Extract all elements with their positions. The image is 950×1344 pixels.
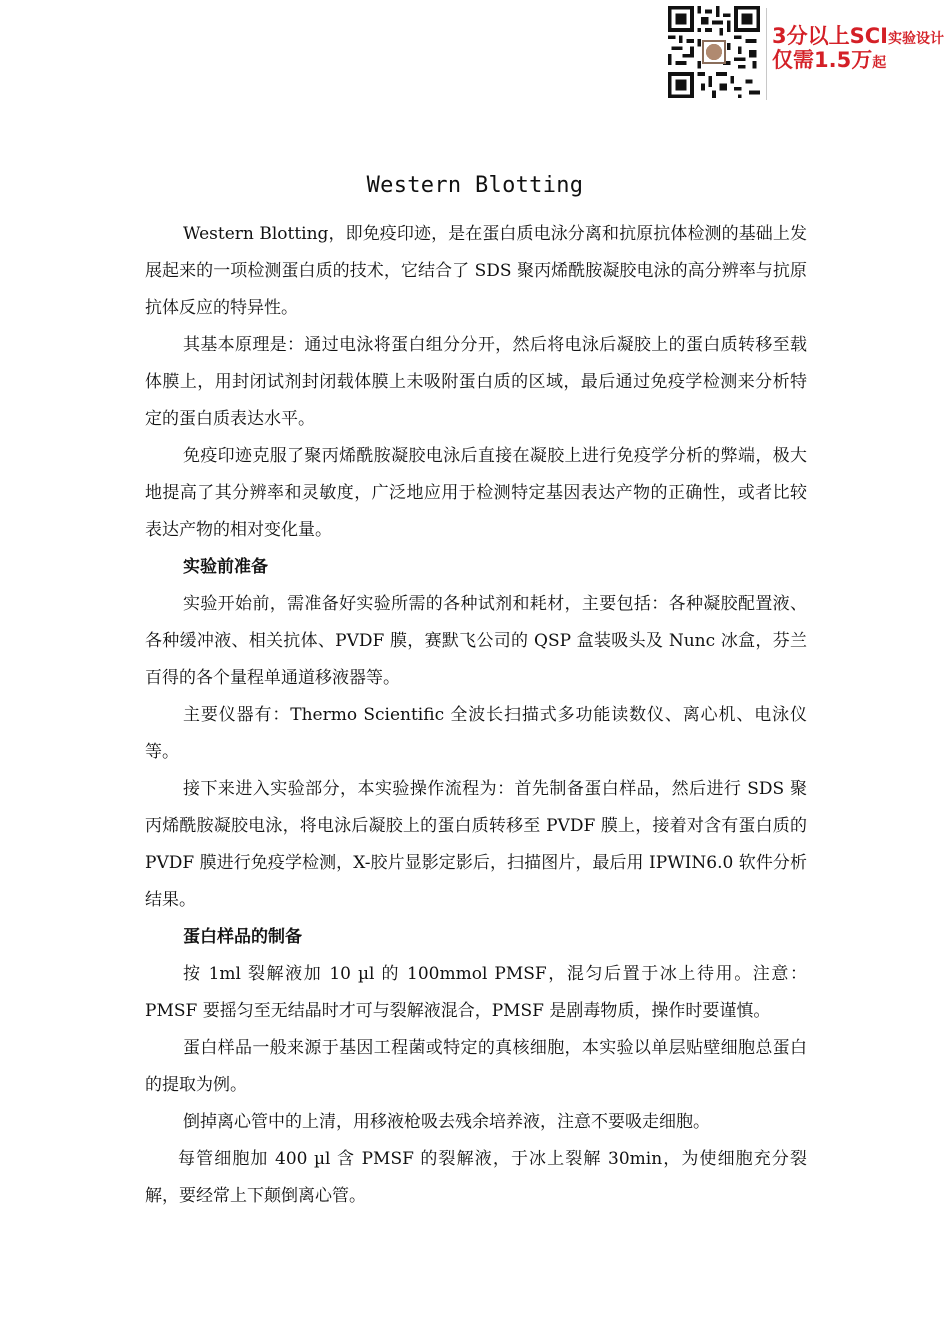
- paragraph-principle: 其基本原理是：通过电泳将蛋白组分分开，然后将电泳后凝胶上的蛋白质转移至载体膜上，用封闭试剂封闭载体膜上未吸附蛋白质的区域，最后通过免疫学检测来分析特定的蛋白质表达水平。: [145, 335, 807, 429]
- paragraph-intro: Western Blotting，即免疫印迹，是在蛋白质电泳分离和抗原抗体检测的基础上发展起来的一项检测蛋白质的技术，它结合了 SDS 聚丙烯酰胺凝胶电泳的高分辨率与抗原抗体反应的特异性。: [145, 224, 807, 318]
- promo-service-text: 实验设计: [887, 31, 944, 47]
- promo-price-text: 3分以上SCI: [772, 24, 888, 48]
- promo-line-2: [772, 48, 944, 72]
- paragraph-instruments: 主要仪器有：Thermo Scientific 全波长扫描式多功能读数仪、离心机、电泳仪等。: [145, 705, 807, 762]
- paragraph-remove-supernatant: 倒掉离心管中的上清，用移液枪吸去残余培养液，注意不要吸走细胞。: [183, 1112, 710, 1132]
- promo-cost-text: 仅需1.5万: [772, 48, 873, 73]
- paragraph-sample-source: 蛋白样品一般来源于基因工程菌或特定的真核细胞，本实验以单层贴壁细胞总蛋白的提取为例。: [145, 1038, 807, 1095]
- document-body: [145, 216, 807, 1215]
- section-heading-sample-prep: 蛋白样品的制备: [183, 927, 302, 947]
- paragraph-materials: 实验开始前，需准备好实验所需的各种试剂和耗材，主要包括：各种凝胶配置液、各种缓冲液、相关抗体、PVDF 膜，赛默飞公司的 QSP 盒装吸头及 Nunc 冰盒，芬兰百得的各个量程单通道移液器等。: [145, 594, 807, 688]
- promo-line-1: [772, 24, 944, 48]
- promo-divider: [766, 8, 767, 100]
- qr-code-icon: [668, 6, 760, 98]
- promo-banner: [772, 24, 944, 72]
- paragraph-lysis: 每管细胞加 400 µl 含 PMSF 的裂解液，于冰上裂解 30min，为使细胞充分裂解，要经常上下颠倒离心管。: [145, 1149, 807, 1206]
- promo-suffix-text: 起: [872, 55, 887, 72]
- paragraph-advantage: 免疫印迹克服了聚丙烯酰胺凝胶电泳后直接在凝胶上进行免疫学分析的弊端，极大地提高了其分辨率和灵敏度，广泛地应用于检测特定基因表达产物的正确性，或者比较表达产物的相对变化量。: [145, 446, 807, 540]
- paragraph-workflow: 接下来进入实验部分，本实验操作流程为：首先制备蛋白样品，然后进行 SDS 聚丙烯酰胺凝胶电泳，将电泳后凝胶上的蛋白质转移至 PVDF 膜上，接着对含有蛋白质的 PVDF 膜进行免疫学检测，X-胶片显影定影后，扫描图片，最后用 IPWIN6.0 软件分析结果。: [145, 779, 807, 910]
- paragraph-pmsf: 按 1ml 裂解液加 10 µl 的 100mmol PMSF，混匀后置于冰上待用。注意：PMSF 要摇匀至无结晶时才可与裂解液混合，PMSF 是剧毒物质，操作时要谨慎。: [145, 964, 807, 1021]
- section-heading-preparation: 实验前准备: [183, 557, 268, 577]
- document-title: Western Blotting: [366, 173, 584, 198]
